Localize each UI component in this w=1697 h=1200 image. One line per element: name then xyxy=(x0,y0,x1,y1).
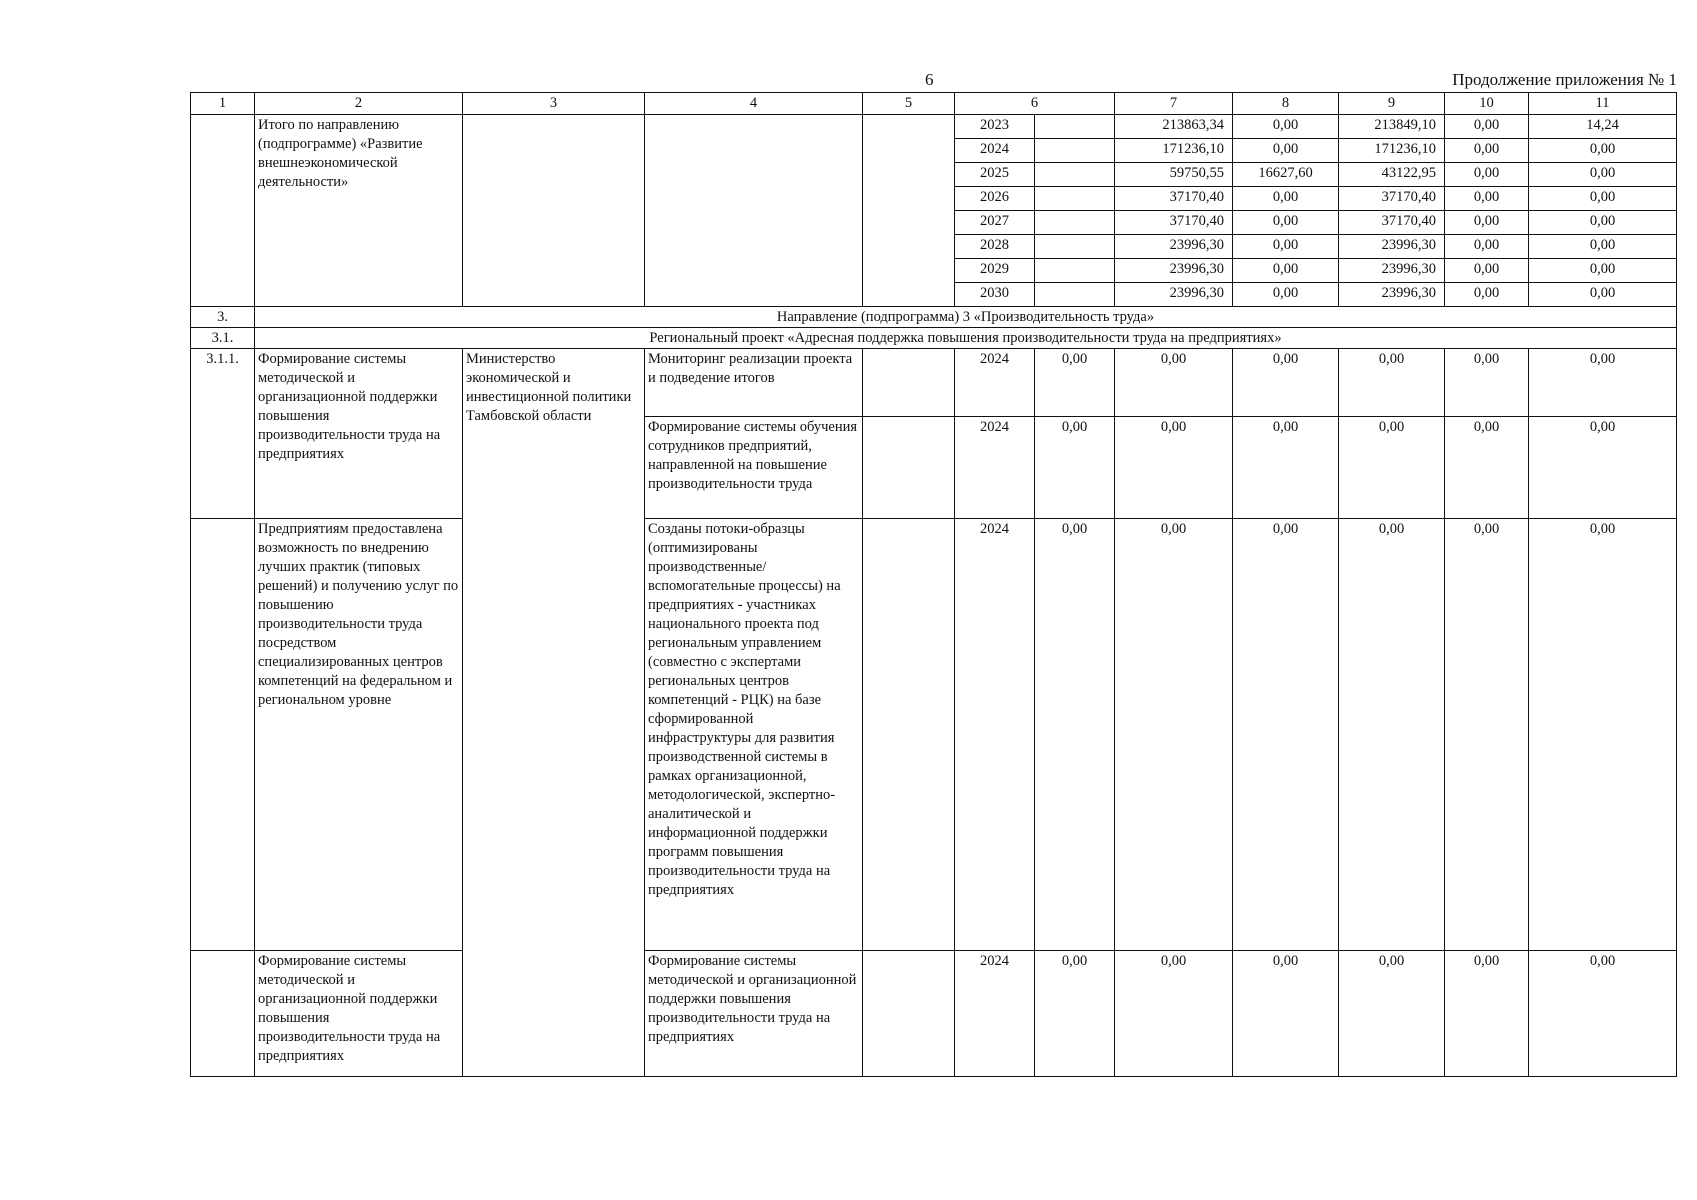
value-cell: 0,00 xyxy=(1445,115,1529,139)
header-cell: 3 xyxy=(463,93,645,115)
value-cell: 213849,10 xyxy=(1339,115,1445,139)
value-cell: 0,00 xyxy=(1035,349,1115,417)
value-cell: 0,00 xyxy=(1233,235,1339,259)
value-cell: 0,00 xyxy=(1529,235,1677,259)
total-row xyxy=(191,115,1677,139)
task-name: Предприятиям предоставлена возможность по внедрению лучших практик (типовых решений) и получению услуг по повышению производительности труда посредством специализированных центров компетенций на федеральном и региональном уровне xyxy=(255,519,463,951)
value-cell: 0,00 xyxy=(1445,235,1529,259)
section-number: 3. xyxy=(191,307,255,328)
value-cell: 0,00 xyxy=(1339,349,1445,417)
task-number: 3.1.1. xyxy=(191,349,255,519)
year-cell: 2029 xyxy=(955,259,1035,283)
year-cell: 2026 xyxy=(955,187,1035,211)
empty-cell xyxy=(1035,283,1115,307)
value-cell: 0,00 xyxy=(1035,951,1115,1077)
value-cell: 0,00 xyxy=(1445,211,1529,235)
value-cell: 0,00 xyxy=(1445,417,1529,519)
empty-cell xyxy=(463,115,645,307)
value-cell: 0,00 xyxy=(1233,115,1339,139)
header-cell: 9 xyxy=(1339,93,1445,115)
value-cell: 23996,30 xyxy=(1115,235,1233,259)
empty-cell xyxy=(863,951,955,1077)
value-cell: 43122,95 xyxy=(1339,163,1445,187)
value-cell: 0,00 xyxy=(1233,259,1339,283)
empty-cell xyxy=(191,951,255,1077)
year-cell: 2024 xyxy=(955,951,1035,1077)
year-cell: 2025 xyxy=(955,163,1035,187)
header-row xyxy=(191,93,1677,115)
task-name: Формирование системы методической и организационной поддержки повышения производительности труда на предприятиях xyxy=(255,951,463,1077)
value-cell: 0,00 xyxy=(1233,417,1339,519)
header-cell: 11 xyxy=(1529,93,1677,115)
empty-cell xyxy=(863,115,955,307)
empty-cell xyxy=(1035,139,1115,163)
activity-text: Формирование системы обучения сотрудников предприятий, направленной на повышение производительности труда xyxy=(645,417,863,519)
section-title: Направление (подпрограмма) 3 «Производительность труда» xyxy=(255,307,1677,328)
year-cell: 2030 xyxy=(955,283,1035,307)
empty-cell xyxy=(863,417,955,519)
activity-row xyxy=(191,349,1677,417)
activity-text: Мониторинг реализации проекта и подведение итогов xyxy=(645,349,863,417)
value-cell: 0,00 xyxy=(1445,163,1529,187)
value-cell: 0,00 xyxy=(1233,211,1339,235)
value-cell: 0,00 xyxy=(1115,349,1233,417)
year-cell: 2024 xyxy=(955,417,1035,519)
empty-cell xyxy=(1035,235,1115,259)
value-cell: 0,00 xyxy=(1529,951,1677,1077)
value-cell: 0,00 xyxy=(1339,519,1445,951)
value-cell: 14,24 xyxy=(1529,115,1677,139)
value-cell: 0,00 xyxy=(1233,519,1339,951)
header-cell: 1 xyxy=(191,93,255,115)
value-cell: 16627,60 xyxy=(1233,163,1339,187)
value-cell: 0,00 xyxy=(1233,951,1339,1077)
year-cell: 2024 xyxy=(955,349,1035,417)
value-cell: 213863,34 xyxy=(1115,115,1233,139)
value-cell: 0,00 xyxy=(1445,519,1529,951)
value-cell: 0,00 xyxy=(1529,259,1677,283)
section-row xyxy=(191,328,1677,349)
year-cell: 2027 xyxy=(955,211,1035,235)
value-cell: 171236,10 xyxy=(1115,139,1233,163)
value-cell: 0,00 xyxy=(1529,211,1677,235)
header-cell: 4 xyxy=(645,93,863,115)
value-cell: 37170,40 xyxy=(1339,187,1445,211)
value-cell: 0,00 xyxy=(1233,187,1339,211)
activity-text: Формирование системы методической и организационной поддержки повышения производительности труда на предприятиях xyxy=(645,951,863,1077)
value-cell: 171236,10 xyxy=(1339,139,1445,163)
section-row xyxy=(191,307,1677,328)
header-cell: 6 xyxy=(955,93,1115,115)
value-cell: 0,00 xyxy=(1339,417,1445,519)
empty-cell xyxy=(1035,187,1115,211)
activity-row xyxy=(191,951,1677,1077)
year-cell: 2024 xyxy=(955,519,1035,951)
section-number: 3.1. xyxy=(191,328,255,349)
value-cell: 37170,40 xyxy=(1339,211,1445,235)
empty-cell xyxy=(1035,211,1115,235)
value-cell: 0,00 xyxy=(1233,139,1339,163)
value-cell: 23996,30 xyxy=(1339,259,1445,283)
value-cell: 23996,30 xyxy=(1339,235,1445,259)
header-cell: 5 xyxy=(863,93,955,115)
activity-text: Созданы потоки-образцы (оптимизированы производственные/вспомогательные процессы) на предприятиях - участниках национального проекта под региональным управлением (совместно с экспертами региональных центров компетенций - РЦК) на базе сформированной инфраструктуры для развития производственной системы в рамках организационной, методологической, экспертно-аналитической и информационной поддержки программ повышения производительности труда на предприятиях xyxy=(645,519,863,951)
empty-cell xyxy=(191,519,255,951)
value-cell: 0,00 xyxy=(1529,519,1677,951)
header-cell: 7 xyxy=(1115,93,1233,115)
program-table xyxy=(190,92,1677,1077)
value-cell: 0,00 xyxy=(1529,417,1677,519)
value-cell: 0,00 xyxy=(1445,951,1529,1077)
continuation-label: Продолжение приложения № 1 xyxy=(1452,70,1677,89)
empty-cell xyxy=(863,519,955,951)
value-cell: 0,00 xyxy=(1035,417,1115,519)
value-cell: 23996,30 xyxy=(1339,283,1445,307)
responsible-cell: Министерство экономической и инвестиционной политики Тамбовской области xyxy=(463,349,645,1077)
year-cell: 2023 xyxy=(955,115,1035,139)
value-cell: 0,00 xyxy=(1529,283,1677,307)
value-cell: 23996,30 xyxy=(1115,283,1233,307)
value-cell: 0,00 xyxy=(1529,139,1677,163)
empty-cell xyxy=(1035,163,1115,187)
value-cell: 0,00 xyxy=(1445,139,1529,163)
value-cell: 37170,40 xyxy=(1115,187,1233,211)
value-cell: 0,00 xyxy=(1115,951,1233,1077)
value-cell: 0,00 xyxy=(1445,187,1529,211)
total-label: Итого по направлению (подпрограмме) «Развитие внешнеэкономической деятельности» xyxy=(255,115,463,307)
value-cell: 37170,40 xyxy=(1115,211,1233,235)
value-cell: 0,00 xyxy=(1035,519,1115,951)
activity-row xyxy=(191,519,1677,951)
value-cell: 0,00 xyxy=(1529,163,1677,187)
value-cell: 0,00 xyxy=(1445,259,1529,283)
value-cell: 23996,30 xyxy=(1115,259,1233,283)
empty-cell xyxy=(1035,115,1115,139)
year-cell: 2028 xyxy=(955,235,1035,259)
header-cell: 2 xyxy=(255,93,463,115)
value-cell: 0,00 xyxy=(1529,187,1677,211)
task-name: Формирование системы методической и организационной поддержки повышения производительности труда на предприятиях xyxy=(255,349,463,519)
value-cell: 0,00 xyxy=(1233,349,1339,417)
year-cell: 2024 xyxy=(955,139,1035,163)
value-cell: 0,00 xyxy=(1445,283,1529,307)
value-cell: 0,00 xyxy=(1445,349,1529,417)
section-title: Региональный проект «Адресная поддержка повышения производительности труда на предприятиях» xyxy=(255,328,1677,349)
empty-cell xyxy=(645,115,863,307)
value-cell: 0,00 xyxy=(1339,951,1445,1077)
value-cell: 0,00 xyxy=(1233,283,1339,307)
header-cell: 8 xyxy=(1233,93,1339,115)
total-num-cell xyxy=(191,115,255,307)
header-cell: 10 xyxy=(1445,93,1529,115)
value-cell: 0,00 xyxy=(1529,349,1677,417)
value-cell: 59750,55 xyxy=(1115,163,1233,187)
value-cell: 0,00 xyxy=(1115,417,1233,519)
value-cell: 0,00 xyxy=(1115,519,1233,951)
empty-cell xyxy=(863,349,955,417)
page-number: 6 xyxy=(925,70,934,89)
empty-cell xyxy=(1035,259,1115,283)
